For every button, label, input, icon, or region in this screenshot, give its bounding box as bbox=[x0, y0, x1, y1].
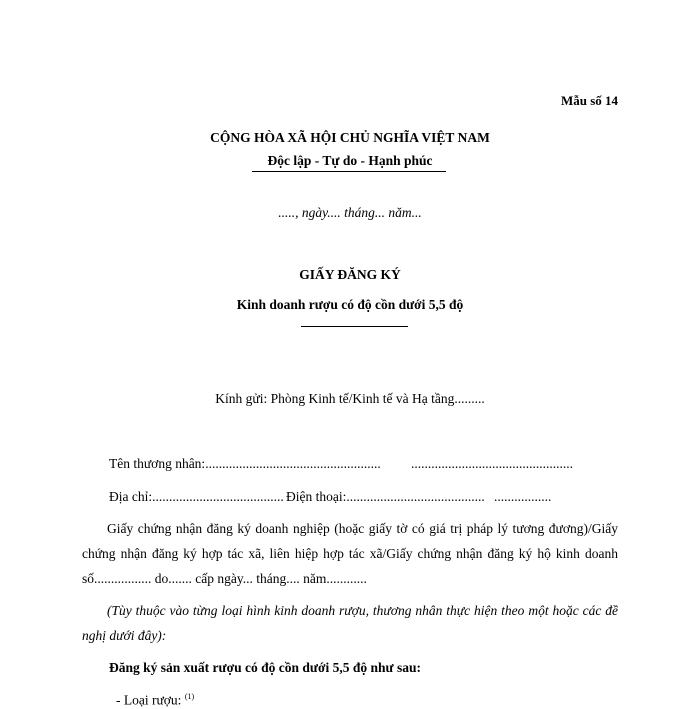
nation-header: CỘNG HÒA XÃ HỘI CHỦ NGHĨA VIỆT NAM bbox=[210, 130, 490, 145]
date-line: ....., ngày.... tháng... năm... bbox=[278, 205, 422, 220]
phone-extra: ................. bbox=[494, 489, 552, 504]
liquor-type-label: - Loại rượu: bbox=[116, 692, 182, 708]
note-paragraph: (Tùy thuộc vào từng loại hình kinh doanh rượu, thương nhân thực hiện theo một hoặc các đề nghị dưới đây): bbox=[82, 603, 618, 643]
footnote-marker: (1) bbox=[184, 692, 195, 701]
title-divider bbox=[301, 326, 408, 327]
liquor-type-line bbox=[116, 692, 194, 709]
certificate-paragraph: Giấy chứng nhận đăng ký doanh nghiệp (hoặc giấy tờ có giá trị pháp lý tương đương)/Giấy chứng nhận đăng ký hợp tác xã, liên hiệp hợp tác xã/Giấy chứng nhận đăng ký hộ kinh doanh số................. do....... cấp ngày... tháng.... năm............ bbox=[82, 521, 618, 586]
section-heading: Đăng ký sản xuất rượu có độ cồn dưới 5,5 độ như sau: bbox=[109, 660, 421, 675]
motto-underline bbox=[252, 171, 446, 172]
document-title: GIẤY ĐĂNG KÝ bbox=[299, 267, 401, 282]
recipient-line: Kính gửi: Phòng Kinh tế/Kinh tế và Hạ tầng......... bbox=[215, 391, 485, 406]
address-field: Địa chỉ:....................................... bbox=[109, 489, 284, 504]
merchant-name-field: Tên thương nhân:.................................................... bbox=[109, 456, 381, 471]
motto: Độc lập - Tự do - Hạnh phúc bbox=[267, 153, 433, 168]
form-number: Mẫu số 14 bbox=[560, 93, 618, 108]
phone-field: Điện thoại:......................................... bbox=[286, 489, 485, 504]
document-subtitle: Kinh doanh rượu có độ cồn dưới 5,5 độ bbox=[236, 297, 464, 312]
merchant-name-extra: ................................................ bbox=[411, 456, 573, 471]
